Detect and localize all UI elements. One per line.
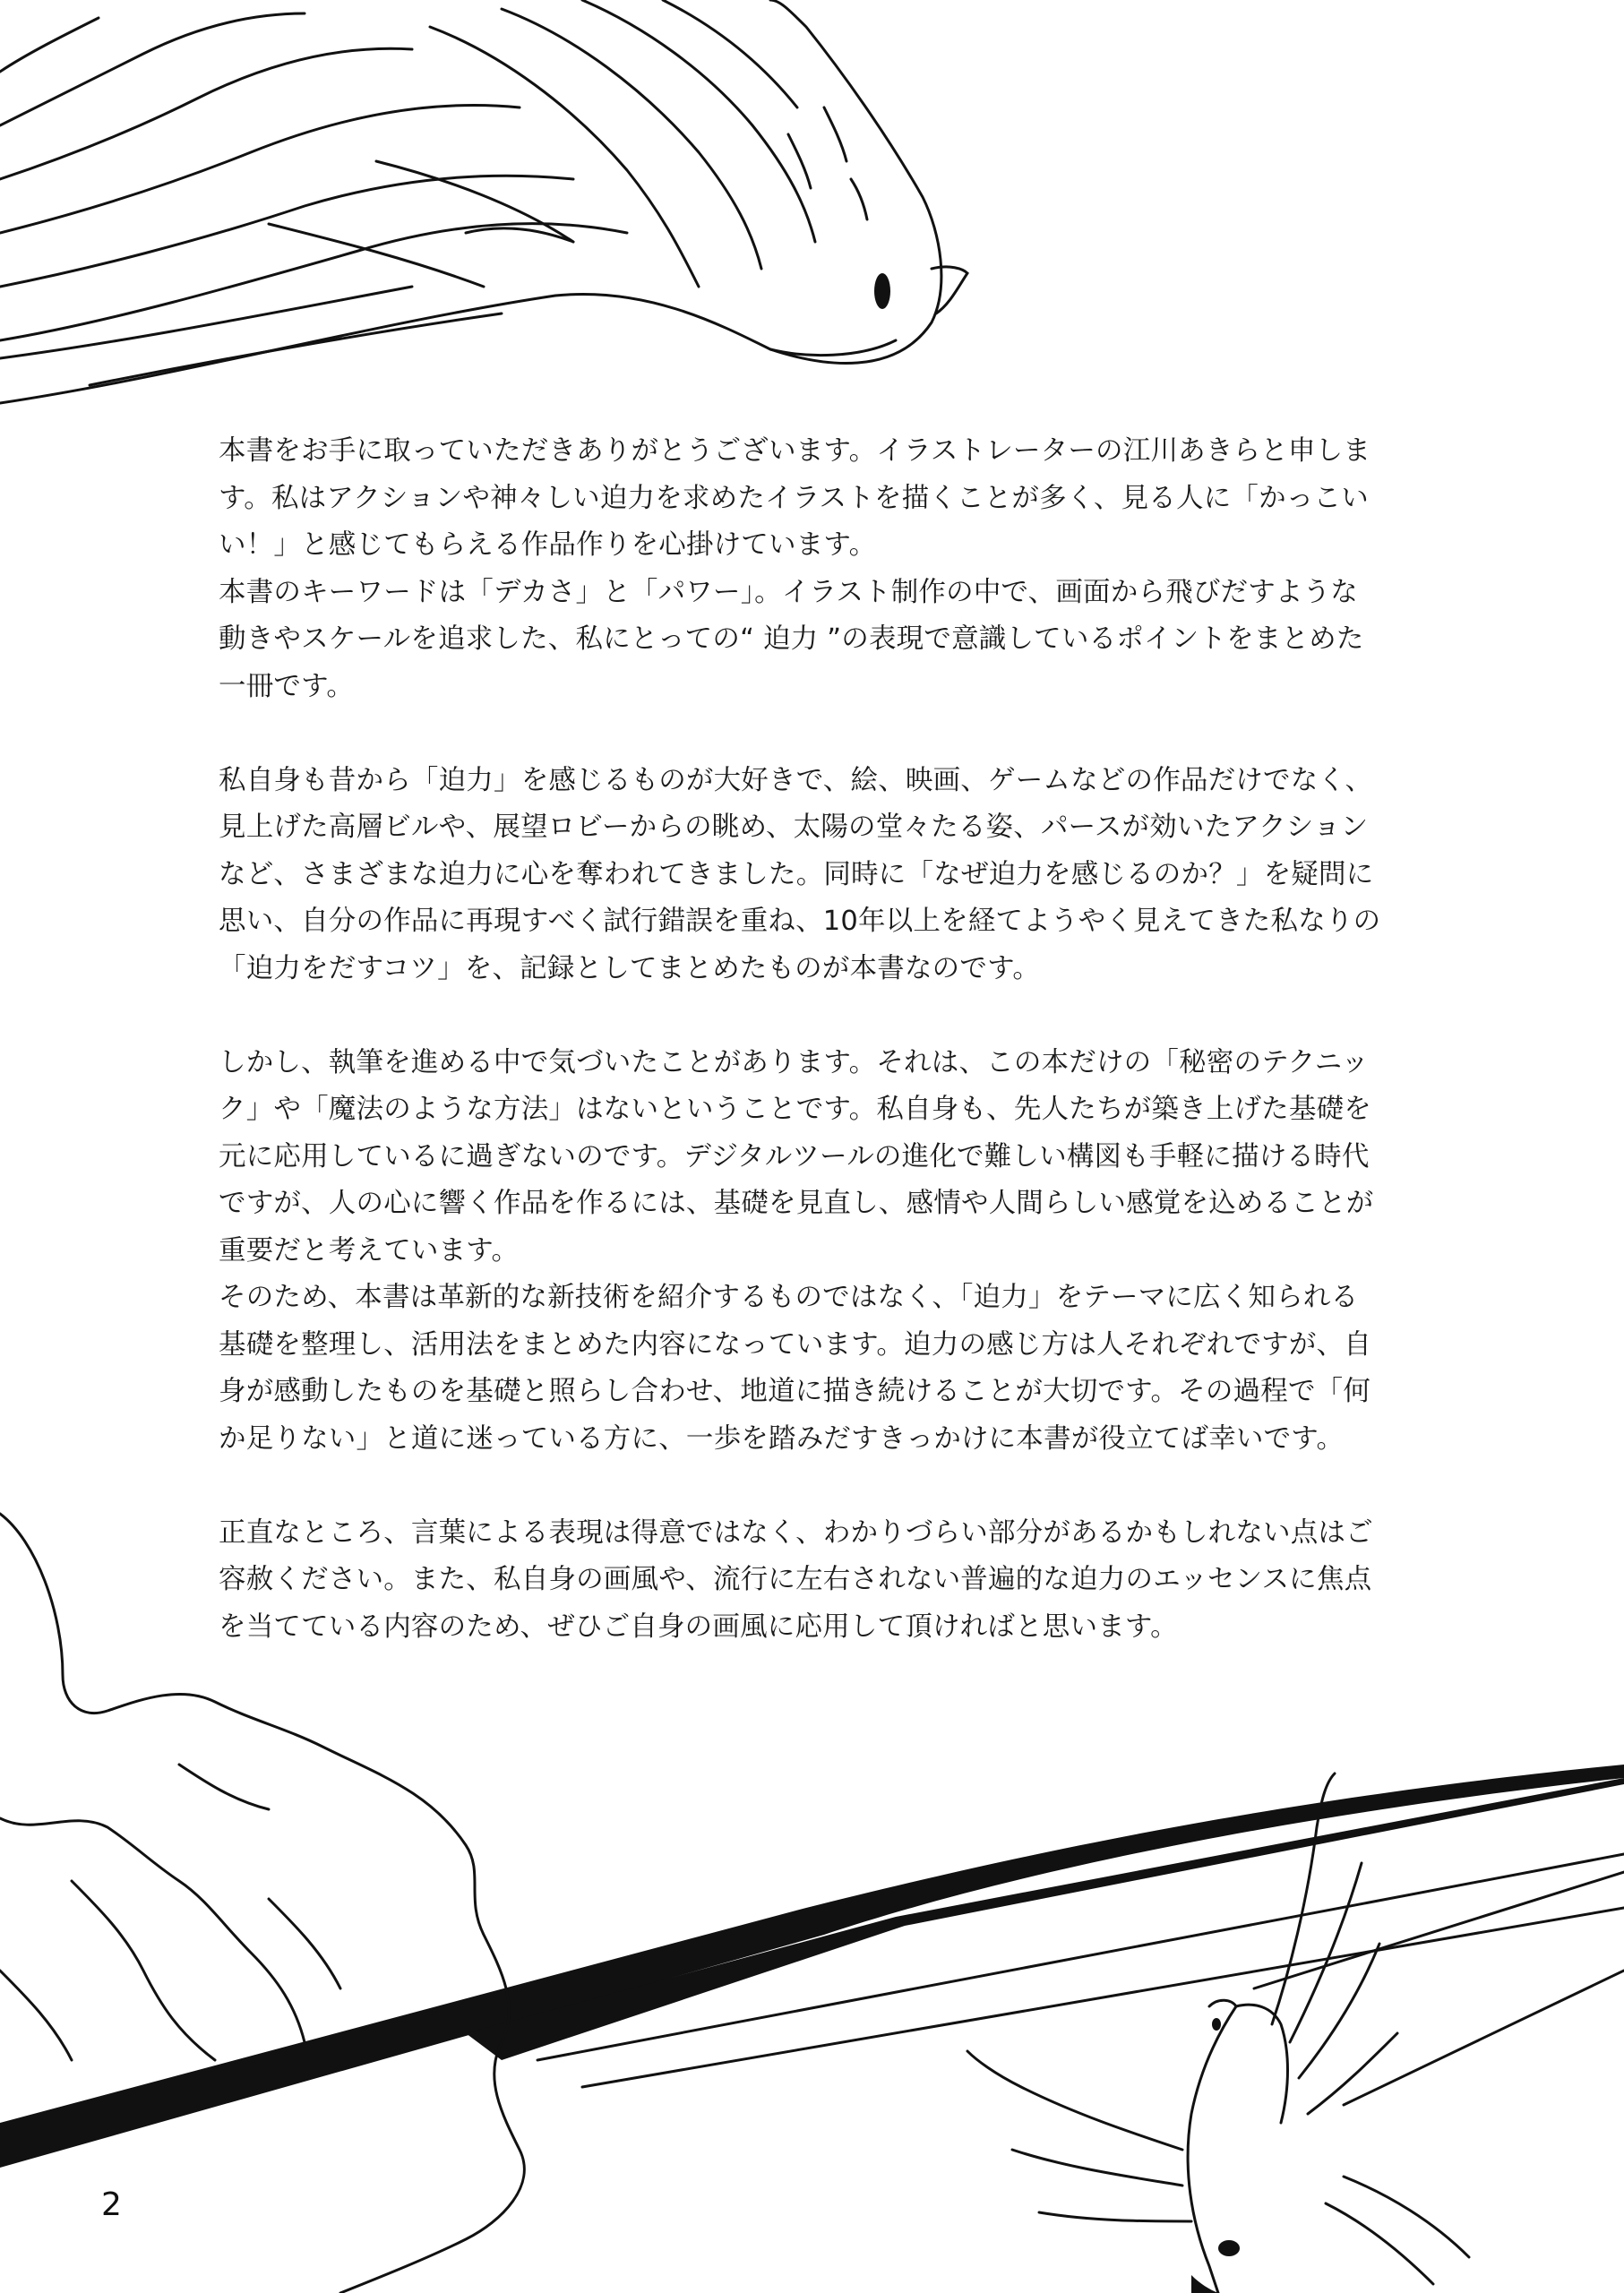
- paragraph: そのため、本書は革新的な新技術を紹介するものではなく、「迫力」をテーマに広く知られる基礎を整理し、活用法をまとめた内容になっています。迫力の感じ方は人それぞれですが、自身が感動したものを基礎と照らし合わせ、地道に描き続けることが大切です。その過程で「何か足りない」と道に迷っている方に、一歩を踏みだすきっかけに本書が役立てば幸いです。: [219, 1282, 1371, 1455]
- paragraph: 私自身も昔から「迫力」を感じるものが大好きで、絵、映画、ゲームなどの作品だけでなく、見上げた高層ビルや、展望ロビーからの眺め、太陽の堂々たる姿、パースが効いたアクションなど、さまざまな迫力に心を奪われてきました。同時に「なぜ迫力を感じるのか？」を疑問に思い、自分の作品に再現すべく試行錯誤を重ね、10年以上を経てようやく見えてきた私なりの「迫力をだすコツ」を、記録としてまとめたものが本書なのです。: [219, 764, 1381, 984]
- paragraph: しかし、執筆を進める中で気づいたことがあります。それは、この本だけの「秘密のテクニック」や「魔法のような方法」はないということです。私自身も、先人たちが築き上げた基礎を元に応用しているに過ぎないのです。デジタルツールの進化で難しい構図も手軽に描ける時代ですが、人の心に響く作品を作るには、基礎を見直し、感情や人間らしい感覚を込めることが重要だと考えています。: [219, 1046, 1374, 1267]
- paragraph-gap: [219, 992, 1383, 1040]
- paragraph: 本書のキーワードは「デカさ」と「パワー」。イラスト制作の中で、画面から飛びだすような動きやスケールを追求した、私にとっての“ 迫力 ”の表現で意識しているポイントをまとめた一冊です。: [219, 576, 1364, 702]
- paragraph-gap: [219, 710, 1383, 758]
- page-number: 2: [101, 2186, 122, 2223]
- paragraph: 本書をお手に取っていただきありがとうございます。イラストレーターの江川あきらと申します。私はアクションや神々しい迫力を求めたイラストを描くことが多く、見る人に「かっこいい！」と感じてもらえる作品作りを心掛けています。: [219, 435, 1371, 561]
- preface-text: [219, 428, 1383, 1651]
- bird-illustration-top: [0, 0, 1624, 421]
- paragraph-gap: [219, 1463, 1383, 1510]
- paragraph: 正直なところ、言葉による表現は得意ではなく、わかりづらい部分があるかもしれない点はご容赦ください。また、私自身の画風や、流行に左右されない普遍的な迫力のエッセンスに焦点を当てている内容のため、ぜひご自身の画風に応用して頂ければと思います。: [219, 1516, 1373, 1643]
